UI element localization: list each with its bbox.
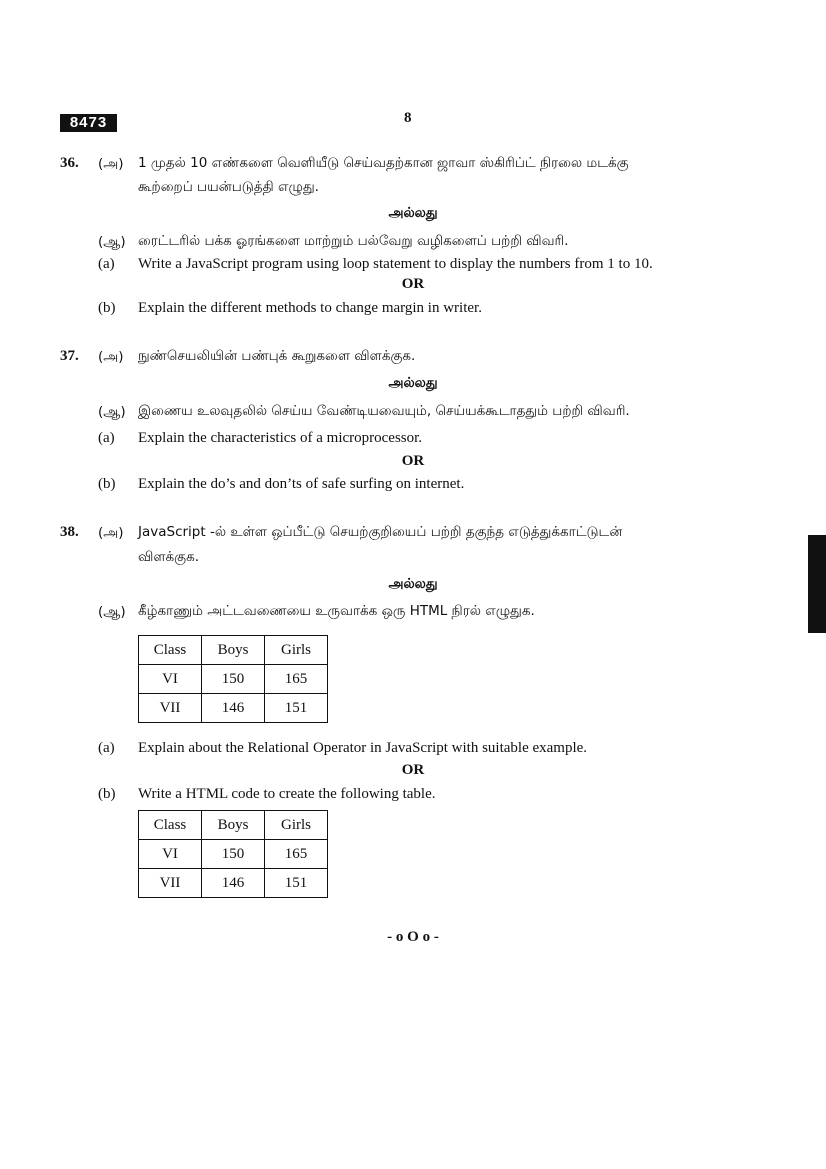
q36-tamil-a-line1: 1 முதல் 10 எண்களை வெளியீடு செய்வதற்கான ஜாவா ஸ்கிரிப்ட் நிரலை மடக்கு [138, 155, 629, 171]
q37-tamil-b-label: (ஆ) [98, 404, 126, 420]
q38-tamil-a-line1: JavaScript -ல் உள்ள ஒப்பீட்டு செயற்குறியைப் பற்றி தகுந்த எடுத்துக்காட்டுடன் [138, 524, 623, 540]
table-cell: VI [139, 665, 202, 694]
q38-b-label: (b) [98, 786, 116, 802]
q38-tamil-table [138, 635, 328, 723]
q38-or-tamil: அல்லது [388, 576, 438, 592]
q38-english-table [138, 810, 328, 898]
table-header-cell: Class [139, 811, 202, 840]
q38-tamil-b-text: கீழ்காணும் அட்டவணையை உருவாக்க ஒரு HTML நிரல் எழுதுக. [138, 603, 535, 619]
q36-b-label: (b) [98, 300, 116, 316]
page-edge-tab [808, 535, 826, 633]
table-cell: 146 [202, 694, 265, 723]
table-cell: 150 [202, 665, 265, 694]
q37-tamil-a-label: (அ) [98, 349, 124, 365]
table-cell: 146 [202, 869, 265, 898]
table-cell: 151 [265, 869, 328, 898]
q37-a-text: Explain the characteristics of a microprocessor. [138, 430, 423, 446]
q36-a-text: Write a JavaScript program using loop statement to display the numbers from 1 to 10. [138, 256, 653, 272]
page-number: 8 [404, 110, 412, 126]
table-header-row [139, 811, 328, 840]
paper-code-badge: 8473 [60, 114, 117, 132]
q37-tamil-a-text: நுண்செயலியின் பண்புக் கூறுகளை விளக்குக. [138, 348, 416, 364]
question-38-number: 38. [60, 524, 79, 540]
q37-or-english: OR [401, 453, 425, 469]
q38-a-text: Explain about the Relational Operator in JavaScript with suitable example. [138, 740, 588, 756]
q36-tamil-a-line2: கூற்றைப் பயன்படுத்தி எழுது. [138, 179, 319, 195]
table-header-cell: Class [139, 636, 202, 665]
q37-or-tamil: அல்லது [388, 375, 438, 391]
table-row [139, 840, 328, 869]
q36-or-tamil: அல்லது [388, 205, 438, 221]
table-header-row [139, 636, 328, 665]
table-row [139, 665, 328, 694]
end-of-paper-mark: - o O o - [387, 929, 439, 945]
q38-tamil-b-label: (ஆ) [98, 604, 126, 620]
table-header-cell: Boys [202, 636, 265, 665]
question-37-number: 37. [60, 348, 79, 364]
q38-or-english: OR [401, 762, 425, 778]
table-header-cell: Boys [202, 811, 265, 840]
q38-tamil-a-line2: விளக்குக. [138, 549, 200, 565]
table-header-cell: Girls [265, 636, 328, 665]
q38-tamil-a-label: (அ) [98, 525, 124, 541]
q37-tamil-b-text: இணைய உலவுதலில் செய்ய வேண்டியவையும், செய்யக்கூடாததும் பற்றி விவரி. [138, 403, 630, 419]
table-cell: 165 [265, 665, 328, 694]
q36-a-label: (a) [98, 256, 115, 272]
table-cell: VII [139, 694, 202, 723]
q36-b-text: Explain the different methods to change margin in writer. [138, 300, 482, 316]
q37-b-label: (b) [98, 476, 116, 492]
q37-a-label: (a) [98, 430, 115, 446]
q36-tamil-b-label: (ஆ) [98, 234, 126, 250]
q36-tamil-b-text: ரைட்டரில் பக்க ஓரங்களை மாற்றும் பல்வேறு வழிகளைப் பற்றி விவரி. [138, 233, 569, 249]
q37-b-text: Explain the do’s and don’ts of safe surfing on internet. [138, 476, 465, 492]
table-row [139, 869, 328, 898]
table-cell: VI [139, 840, 202, 869]
table-cell: 151 [265, 694, 328, 723]
q36-or-english: OR [401, 276, 425, 292]
table-row [139, 694, 328, 723]
q36-tamil-a-label: (அ) [98, 156, 124, 172]
table-cell: VII [139, 869, 202, 898]
table-cell: 150 [202, 840, 265, 869]
q38-b-text: Write a HTML code to create the following table. [138, 786, 436, 802]
question-36-number: 36. [60, 155, 79, 171]
table-cell: 165 [265, 840, 328, 869]
table-header-cell: Girls [265, 811, 328, 840]
q38-a-label: (a) [98, 740, 115, 756]
